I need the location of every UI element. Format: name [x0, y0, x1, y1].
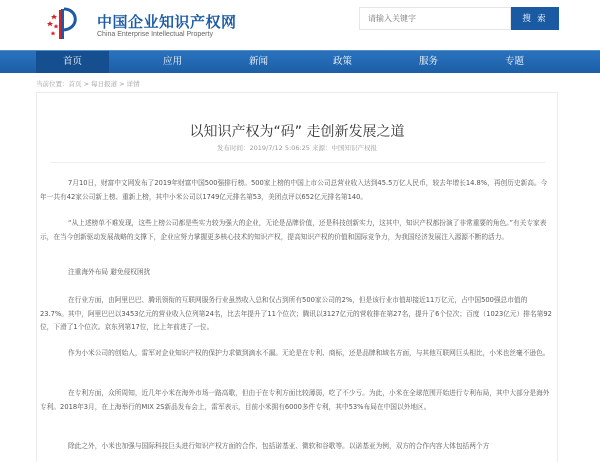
- article-paragraph: 在专利方面，众所周知，近几年小米在海外市场一路高歌，但由于在专利方面比较薄弱，吃了不少亏。为此，小米在全球范围开始进行专利布局，其中大部分是海外专利。2018年3月，在上海举行的MIX 2S新品发布会上，雷军表示，目前小米拥有6000多件专利，其中53%布局在中国以外地区。: [40, 389, 550, 411]
- logo-emblem-icon: [44, 6, 88, 40]
- nav-item-topics[interactable]: 专题: [504, 56, 524, 67]
- article-paragraph: 除此之外，小米也加强与国际科技巨头进行知识产权方面的合作，包括诺基亚、微软和谷歌等。以诺基亚为例，双方的合作内容大体包括两个方: [68, 442, 490, 450]
- logo-title-en: China Enterprise Intellectual Property: [97, 31, 213, 38]
- search-input[interactable]: [359, 7, 511, 30]
- article-panel: [36, 92, 558, 462]
- article-paragraph: 7月10日，财富中文网发布了2019年财富中国500强排行榜。500家上榜的中国上市公司总营业收入达到45.5万亿人民币，较去年增长14.8%，再创历史新高。今年一共有42家公司新上榜、重新上榜，其中小米公司以1749亿元排名第53，美团点评以652亿元排名第140。: [40, 179, 548, 201]
- site-header: [0, 0, 600, 48]
- article-paragraph: 在行业方面，由阿里巴巴、腾讯领衔的互联网服务行业虽然收入总和仅占到所有500家公司的2%，但是该行业市值却接近11万亿元，占中国500强总市值的23.7%。其中，阿里巴巴以3453亿元的营业收入位列第24名，比去年提升了11个位次；腾讯以3127亿元的营收排在第27名，提升了6个位次；百度（1023亿元）排名第92位，下滑了1个位次。京东列第17位，比上年前进了一位。: [40, 296, 552, 331]
- article-meta: 发布时间：2019/7/12 5:06:25 来源：中国知识产权报: [216, 144, 378, 152]
- search-button[interactable]: 搜 索: [511, 7, 559, 30]
- article-paragraph: “从上述榜单不难发现，这些上榜公司都是些实力较为强大的企业，无论是品牌价值，还是科技创新实力，这其中，知识产权都扮演了非常重要的角色。”有关专家表示，在当今创新驱动发展战略的支撑下，企业应努力掌握更多核心技术的知识产权，提高知识产权的价值和国际竞争力，为我国经济发展注入源源不断的活力。: [40, 219, 547, 241]
- nav-item-service[interactable]: 服务: [418, 56, 438, 67]
- logo-title-cn: 中国企业知识产权网: [97, 13, 237, 31]
- article-subheading: 注重海外布局 避免侵权困扰: [68, 268, 151, 276]
- nav-item-home[interactable]: 首页: [36, 51, 109, 73]
- article-paragraph: 作为小米公司的创始人，雷军对企业知识产权的保护力求做到滴水不漏。无论是在专利、商标，还是品牌和域名方面，与其他互联网巨头相比，小米也丝毫不逊色。: [68, 349, 550, 357]
- nav-item-policy[interactable]: 政策: [332, 56, 352, 67]
- article-title: 以知识产权为“码” 走创新发展之道: [189, 124, 405, 140]
- breadcrumb[interactable]: 当前位置：首页 > 每日报道 > 详情: [36, 80, 140, 88]
- site-logo[interactable]: [44, 6, 244, 40]
- title-divider: [51, 162, 545, 163]
- nav-item-news[interactable]: 新闻: [248, 56, 268, 67]
- nav-item-application[interactable]: 应用: [162, 56, 182, 67]
- main-nav: [0, 50, 600, 73]
